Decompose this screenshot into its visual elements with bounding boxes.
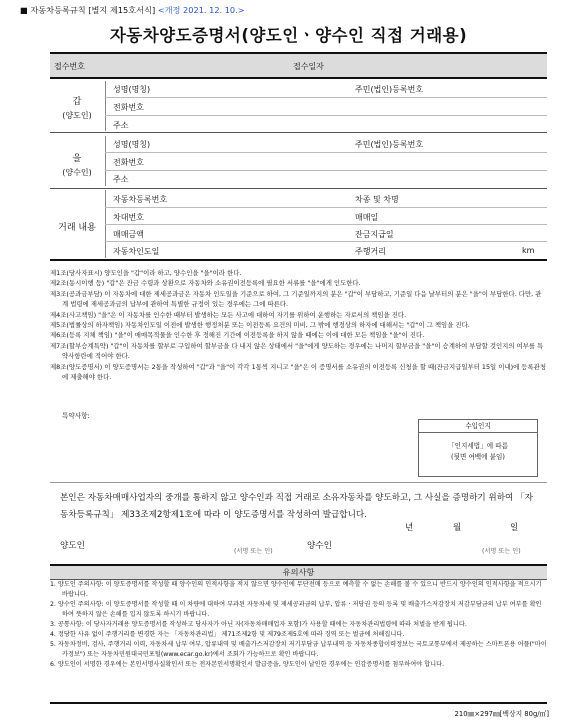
date-day: 일 — [510, 523, 519, 533]
term-item: 제1조(당사자표시) 양도인을 "갑"이라 하고, 양수인을 "을"이라 한다. — [50, 269, 242, 277]
party-a-name: 갑 — [72, 97, 82, 107]
term-item: 제5조(법률상의 하자책임) 자동차인도일 이전에 발생한 행정처분 또는 이전등록 요건의 미비, 그 밖에 행정상의 하자에 대해서는 "갑"이 그 책임을 진다. — [50, 321, 470, 330]
party-a-role: (양도인) — [62, 111, 92, 120]
party-b-address-label: 주소 — [113, 175, 129, 184]
notes-title: 유의사항 — [50, 566, 547, 579]
party-a-section — [50, 94, 104, 121]
date-month: 월 — [453, 523, 462, 533]
note-item: 6. 양도인이 서명한 경우에는 본인서명사실확인서 또는 전자본인서명확인서 발급증을, 양도인이 날인한 경우에는 인감증명서를 첨부하여야 합니다. — [50, 661, 445, 668]
deal-section-title: 거래 내용 — [58, 223, 96, 233]
amount-label: 매매금액 — [113, 230, 144, 239]
note-item: 3. 공통사항: 이 당사자거래용 양도증명서를 작성하고 당사자가 아닌 자(자동차매매업자 포함)가 사용할 때에는 자동차관리법령에 따라 처벌을 받게 됩니다. — [50, 621, 467, 628]
seller-sign-hint: (서명 또는 인) — [234, 548, 273, 555]
stamp-title: 수입인지 — [419, 420, 537, 433]
notes-list — [50, 580, 547, 670]
sale-date-label: 매매일 — [355, 213, 379, 222]
term-item: 제7조(할부승계특약) "갑"이 자동차를 할부로 구입하여 할부금을 다 내지 않은 상태에서 "을"에게 양도하는 경우에는 나머지 할부금을 "을"이 승계하여 부담할 것인지의 여부를 특약사항란에 적어야 한다. — [50, 341, 544, 361]
term-item: 제3조(공과금부담) 이 자동차에 대한 제세공과금은 자동차 인도일을 기준으로 하여, 그 기준일까지의 분은 "갑"이 부담하고, 기준일 다음 날부터의 분은 "을"이 부담한다. 다만, 관계 법령에 제세공과금의 납부에 관하여 특별한 규정이 있는 경우에는 그에 따른다. — [50, 289, 542, 309]
form-header — [20, 5, 245, 16]
page-title: 자동차양도증명서(양도인ㆍ양수인 직접 거래용) — [109, 26, 468, 45]
date-year: 년 — [405, 523, 414, 533]
delivery-date-label: 자동차인도일 — [113, 247, 160, 256]
note-item: 1. 양도인 주의사항: 이 양도증명서를 작성할 때 양수인의 인적사항을 적지 않으면 양수인에 무단전매 등으로 예측할 수 없는 손해를 볼 수 있으니 반드시 양수인의 인적사항을 적으시기 바랍니다. — [50, 581, 542, 598]
paper-size-footer: 210㎜×297㎜[백상지 80g/㎡] — [454, 710, 549, 718]
mileage-unit: km — [522, 246, 535, 255]
note-item: 2. 양수인 주의사항: 이 양도증명서를 작성할 때 이 차량에 대하여 부과된 자동차세 및 제세공과금의 납부, 압류ㆍ저당권 등의 등록 및 배출가스저감장치 저감부담금의 납부 여부를 확인하여 뜻하지 않은 손해를 입지 않도록 하시기 바랍니다. — [50, 601, 542, 618]
party-a-phone-label: 전화번호 — [113, 103, 144, 112]
stamp-line1: 「인지세법」에 따름 — [448, 442, 508, 450]
party-b-reg-label: 주민(법인)등록번호 — [355, 140, 424, 149]
statement-text: 본인은 자동차매매사업자의 중개를 통하지 않고 양수인과 직접 거래로 소유자동차를 양도하고, 그 사실을 증명하기 위하여 「자동차등록규칙」 제33조제2항제1호에 따라 이 양도증명서를 작성하여 발급합니다. — [60, 493, 533, 520]
term-item: 제4조(사고책임) "을"은 이 자동차를 인수한 때부터 발생하는 모든 사고에 대하여 자기를 위하여 운행하는 자로서의 책임을 진다. — [50, 310, 407, 319]
term-item: 제8조(양도증명서) 이 양도증명서는 2통을 작성하여 "갑"과 "을"이 각각 1통씩 지니고 "을"은 이 증명서를 소유권의 이전등록 신청을 할 때(잔금지급일부터 15일 이내)에 등록관청에 제출해야 한다. — [50, 362, 547, 382]
seller-label: 양도인 — [60, 541, 85, 551]
model-label: 차종 및 차명 — [355, 195, 399, 204]
party-b-name: 을 — [72, 154, 82, 164]
party-a-address-label: 주소 — [113, 121, 129, 130]
balance-date-label: 잔금지급일 — [355, 230, 394, 239]
party-a-name-label: 성명(명칭) — [113, 85, 151, 94]
regulation-ref: ■ 자동차등록규칙 [별지 제15호서식] — [20, 5, 156, 15]
mileage-label: 주행거리 — [355, 247, 386, 256]
note-item: 5. 자동차정비, 검사, 주행거리 이력, 자동차세 납부 여부, 압류내역 및 배출가스저감장치 저기부담금 납부내역 등 자동차종합이력정보는 국토교통부에서 제공하는 스마트폰용 어플("마이카정보") 또는 자동차민원대국민포털(www.ecar.go.kr)에서 조회가 가능하므로 확인 바랍니다. — [50, 641, 547, 658]
revenue-stamp-box — [418, 419, 538, 477]
special-terms-label: 특약사항: — [62, 412, 90, 420]
party-b-section — [50, 151, 104, 178]
terms-list — [50, 268, 547, 382]
party-a-reg-label: 주민(법인)등록번호 — [355, 85, 424, 94]
receipt-row — [50, 53, 547, 77]
term-item: 제2조(동시이행 등) "갑"은 잔금 수령과 상환으로 자동차와 소유권이전등록에 필요한 서류를 "을"에게 인도한다. — [50, 279, 361, 288]
term-item: 제6조(등록 지체 책임) "을"이 매매목적물을 인수한 후 정해진 기간에 이전등록을 하지 않을 때에는 이에 대한 모든 책임을 "을"이 진다. — [50, 331, 425, 340]
buyer-sign-hint: (서명 또는 인) — [482, 548, 521, 555]
party-b-name-label: 성명(명칭) — [113, 140, 151, 149]
note-item: 4. 정당한 사유 없이 주행거리를 변경한 자는 「자동차관리법」 제71조제2항 및 제79조제5호에 따라 징역 또는 벌금에 처해집니다. — [50, 631, 405, 638]
party-b-role: (양수인) — [62, 168, 92, 177]
stamp-line2: (뒷면 여백에 붙임) — [451, 453, 505, 461]
buyer-label: 양수인 — [307, 541, 332, 551]
party-b-phone-label: 전화번호 — [113, 158, 144, 167]
receipt-number-label: 접수번호 — [54, 62, 85, 71]
revision-date: <개정 2021. 12. 10.> — [157, 5, 245, 15]
receipt-date-label: 접수일자 — [293, 62, 324, 71]
vehicle-reg-label: 자동차등록번호 — [113, 195, 168, 204]
vin-label: 차대번호 — [113, 213, 144, 222]
